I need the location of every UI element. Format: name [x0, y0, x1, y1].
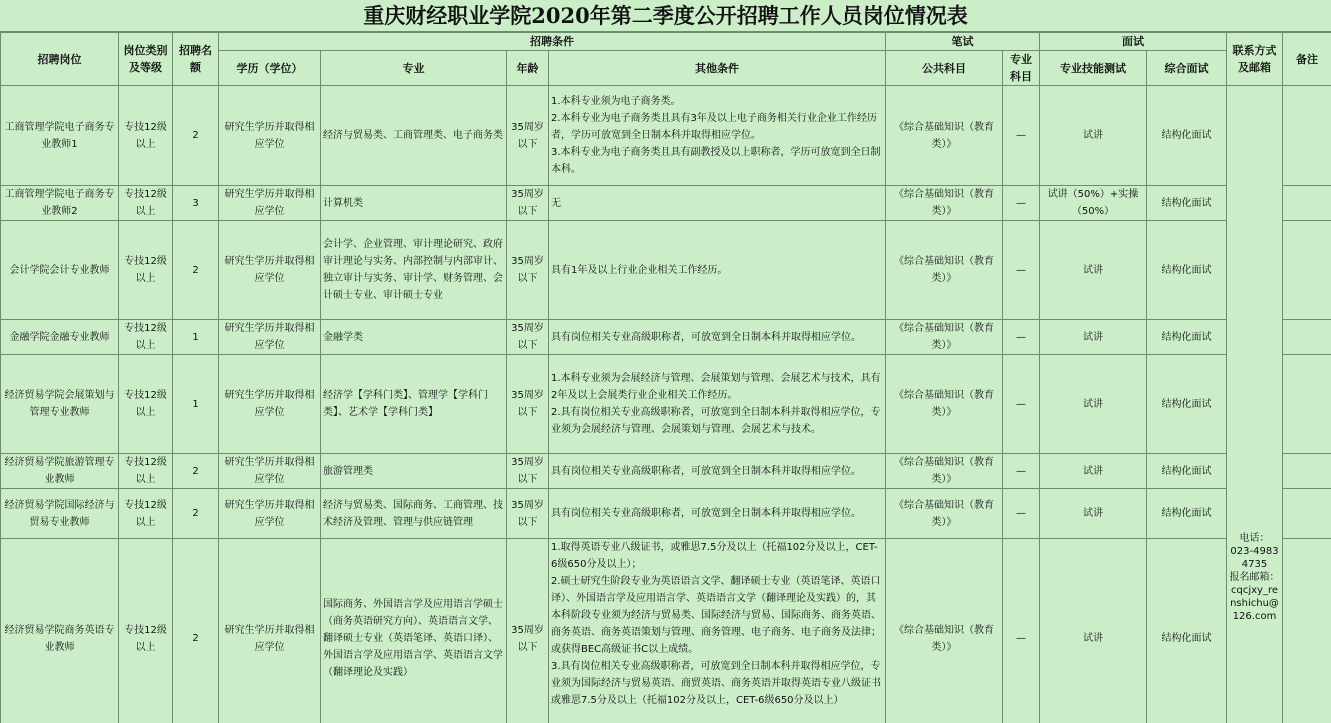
cell-age[interactable]: 35周岁以下 — [507, 186, 549, 221]
cell-position[interactable]: 经济贸易学院商务英语专业教师 — [1, 539, 119, 723]
cell-remarks[interactable] — [1283, 539, 1331, 723]
cell-age[interactable]: 35周岁以下 — [507, 221, 549, 320]
cell-position[interactable]: 会计学院会计专业教师 — [1, 221, 119, 320]
cell-category[interactable]: 专技12级以上 — [119, 539, 173, 723]
table-row — [1, 186, 1331, 221]
cell-public-subject[interactable]: 《综合基础知识（教育类）》 — [886, 355, 1003, 454]
cell-education[interactable]: 研究生学历并取得相应学位 — [219, 454, 321, 489]
cell-public-subject[interactable]: 《综合基础知识（教育类）》 — [886, 320, 1003, 355]
cell-major[interactable]: 经济与贸易类、工商管理类、电子商务类 — [321, 86, 507, 186]
cell-position[interactable]: 经济贸易学院会展策划与管理专业教师 — [1, 355, 119, 454]
cell-education[interactable]: 研究生学历并取得相应学位 — [219, 355, 321, 454]
header-remarks: 备注 — [1283, 33, 1331, 86]
cell-skill-test[interactable]: 试讲 — [1040, 221, 1147, 320]
cell-skill-test[interactable]: 试讲 — [1040, 355, 1147, 454]
cell-other[interactable]: 1.本科专业须为会展经济与管理、会展策划与管理、会展艺术与技术，具有2年及以上会展类行业企业相关工作经历。 2.具有岗位相关专业高级职称者，可放宽到全日制本科并取得相应学位，专业须为会展经济与管理、会展策划与管理、会展艺术与技术。 — [549, 355, 886, 454]
cell-general-interview[interactable]: 结构化面试 — [1147, 454, 1227, 489]
cell-remarks[interactable] — [1283, 221, 1331, 320]
cell-education[interactable]: 研究生学历并取得相应学位 — [219, 186, 321, 221]
cell-contact[interactable] — [1227, 86, 1283, 723]
cell-category[interactable]: 专技12级以上 — [119, 186, 173, 221]
job-table — [0, 32, 1331, 723]
cell-education[interactable]: 研究生学历并取得相应学位 — [219, 320, 321, 355]
cell-major-subject[interactable]: — — [1003, 221, 1040, 320]
cell-general-interview[interactable]: 结构化面试 — [1147, 355, 1227, 454]
header-quota: 招聘名额 — [173, 33, 219, 86]
header-skill-test: 专业技能测试 — [1040, 51, 1147, 86]
table-row — [1, 320, 1331, 355]
header-interview: 面试 — [1040, 33, 1227, 51]
cell-major[interactable]: 经济学【学科门类】、管理学【学科门类】、艺术学【学科门类】 — [321, 355, 507, 454]
cell-general-interview[interactable]: 结构化面试 — [1147, 186, 1227, 221]
cell-quota[interactable]: 1 — [173, 355, 219, 454]
cell-other[interactable]: 1.取得英语专业八级证书，或雅思7.5分及以上（托福102分及以上，CET-6级650分及以上）； 2.硕士研究生阶段专业为英语语言文学、翻译硕士专业（英语笔译、英语口译）、外国语言学及应用语言学、英语语言文学（翻译理论及实践）的，其本科阶段专业须为经济与贸易类、国际经济与贸易、国际商务、商务英语、商务英语、商务英语策划与管理、商务管理、电子商务、电子商务及法律；或获得BEC高级证书C以上成绩。 3.具有岗位相关专业高级职称者，可放宽到全日制本科并取得相应学位，专业须为国际经济与贸易英语、商贸英语、商务英语并取得英语专业八级证书或雅思7.5分及以上（托福102分及以上，CET-6级650分及以上） — [549, 539, 886, 723]
contact-email: cqcjxy_renshichu@126.com — [1230, 584, 1279, 622]
cell-skill-test[interactable]: 试讲（50%）+实操（50%） — [1040, 186, 1147, 221]
cell-remarks[interactable] — [1283, 86, 1331, 186]
table-row — [1, 489, 1331, 539]
cell-category[interactable]: 专技12级以上 — [119, 221, 173, 320]
cell-quota[interactable]: 2 — [173, 86, 219, 186]
table-row — [1, 355, 1331, 454]
cell-remarks[interactable] — [1283, 355, 1331, 454]
cell-category[interactable]: 专技12级以上 — [119, 489, 173, 539]
header-general-interview: 综合面试 — [1147, 51, 1227, 86]
header-education: 学历（学位） — [219, 51, 321, 86]
cell-major-subject[interactable]: — — [1003, 539, 1040, 723]
cell-remarks[interactable] — [1283, 320, 1331, 355]
cell-general-interview[interactable]: 结构化面试 — [1147, 489, 1227, 539]
cell-age[interactable]: 35周岁以下 — [507, 86, 549, 186]
cell-public-subject[interactable]: 《综合基础知识（教育类）》 — [886, 539, 1003, 723]
table-row — [1, 454, 1331, 489]
cell-major-subject[interactable]: — — [1003, 489, 1040, 539]
cell-major[interactable]: 计算机类 — [321, 186, 507, 221]
cell-public-subject[interactable]: 《综合基础知识（教育类）》 — [886, 221, 1003, 320]
cell-age[interactable]: 35周岁以下 — [507, 539, 549, 723]
header-age: 年龄 — [507, 51, 549, 86]
cell-education[interactable]: 研究生学历并取得相应学位 — [219, 86, 321, 186]
cell-remarks[interactable] — [1283, 186, 1331, 221]
cell-remarks[interactable] — [1283, 454, 1331, 489]
cell-skill-test[interactable]: 试讲 — [1040, 539, 1147, 723]
cell-age[interactable]: 35周岁以下 — [507, 454, 549, 489]
cell-age[interactable]: 35周岁以下 — [507, 355, 549, 454]
cell-education[interactable]: 研究生学历并取得相应学位 — [219, 489, 321, 539]
cell-position[interactable]: 工商管理学院电子商务专业教师1 — [1, 86, 119, 186]
cell-other[interactable]: 具有岗位相关专业高级职称者，可放宽到全日制本科并取得相应学位。 — [549, 489, 886, 539]
cell-other[interactable]: 具有1年及以上行业企业相关工作经历。 — [549, 221, 886, 320]
header-conditions: 招聘条件 — [219, 33, 886, 51]
cell-skill-test[interactable]: 试讲 — [1040, 489, 1147, 539]
cell-public-subject[interactable]: 《综合基础知识（教育类）》 — [886, 86, 1003, 186]
header-other: 其他条件 — [549, 51, 886, 86]
contact-phone-label: 电话： — [1239, 532, 1270, 544]
header-contact: 联系方式及邮箱 — [1227, 33, 1283, 86]
cell-quota[interactable]: 1 — [173, 320, 219, 355]
cell-other[interactable]: 具有岗位相关专业高级职称者，可放宽到全日制本科并取得相应学位。 — [549, 454, 886, 489]
cell-major-subject[interactable]: — — [1003, 355, 1040, 454]
cell-major[interactable]: 经济与贸易类、国际商务、工商管理、技术经济及管理、管理与供应链管理 — [321, 489, 507, 539]
cell-position[interactable]: 金融学院金融专业教师 — [1, 320, 119, 355]
cell-major[interactable]: 会计学、企业管理、审计理论研究、政府审计理论与实务、内部控制与内部审计、独立审计与实务、审计学、财务管理、会计硕士专业、审计硕士专业 — [321, 221, 507, 320]
cell-category[interactable]: 专技12级以上 — [119, 320, 173, 355]
cell-education[interactable]: 研究生学历并取得相应学位 — [219, 539, 321, 723]
cell-position[interactable]: 经济贸易学院旅游管理专业教师 — [1, 454, 119, 489]
cell-general-interview[interactable]: 结构化面试 — [1147, 320, 1227, 355]
cell-age[interactable]: 35周岁以下 — [507, 489, 549, 539]
cell-skill-test[interactable]: 试讲 — [1040, 86, 1147, 186]
cell-quota[interactable]: 3 — [173, 186, 219, 221]
cell-position[interactable]: 经济贸易学院国际经济与贸易专业教师 — [1, 489, 119, 539]
header-written: 笔试 — [886, 33, 1040, 51]
page-title: 重庆财经职业学院2020年第二季度公开招聘工作人员岗位情况表 — [0, 0, 1331, 32]
cell-category[interactable]: 专技12级以上 — [119, 86, 173, 186]
cell-category[interactable]: 专技12级以上 — [119, 454, 173, 489]
header-public-subject: 公共科目 — [886, 51, 1003, 86]
header-category: 岗位类别及等级 — [119, 33, 173, 86]
cell-age[interactable]: 35周岁以下 — [507, 320, 549, 355]
cell-public-subject[interactable]: 《综合基础知识（教育类）》 — [886, 186, 1003, 221]
cell-quota[interactable]: 2 — [173, 489, 219, 539]
cell-other[interactable]: 无 — [549, 186, 886, 221]
cell-major-subject[interactable]: — — [1003, 320, 1040, 355]
table-row — [1, 221, 1331, 320]
contact-phone: 023-49834735 — [1230, 545, 1279, 570]
cell-other[interactable]: 具有岗位相关专业高级职称者，可放宽到全日制本科并取得相应学位。 — [549, 320, 886, 355]
cell-major[interactable]: 国际商务、外国语言学及应用语言学硕士（商务英语研究方向）、英语语言文学、翻译硕士专业（英语笔译、英语口译）、外国语言学及应用语言学、英语语言文学（翻译理论及实践） — [321, 539, 507, 723]
cell-position[interactable]: 工商管理学院电子商务专业教师2 — [1, 186, 119, 221]
cell-major[interactable]: 旅游管理类 — [321, 454, 507, 489]
cell-major-subject[interactable]: — — [1003, 86, 1040, 186]
cell-skill-test[interactable]: 试讲 — [1040, 320, 1147, 355]
cell-quota[interactable]: 2 — [173, 539, 219, 723]
cell-category[interactable]: 专技12级以上 — [119, 355, 173, 454]
cell-public-subject[interactable]: 《综合基础知识（教育类）》 — [886, 489, 1003, 539]
cell-general-interview[interactable]: 结构化面试 — [1147, 86, 1227, 186]
contact-email-label: 报名邮箱： — [1229, 571, 1280, 583]
cell-remarks[interactable] — [1283, 489, 1331, 539]
table-row — [1, 539, 1331, 723]
header-position: 招聘岗位 — [1, 33, 119, 86]
header-major: 专业 — [321, 51, 507, 86]
cell-education[interactable]: 研究生学历并取得相应学位 — [219, 221, 321, 320]
cell-other[interactable]: 1.本科专业须为电子商务类。 2.本科专业为电子商务类且具有3年及以上电子商务相关行业企业工作经历者，学历可放宽到全日制本科并取得相应学位。 3.本科专业为电子商务类且具有副教授及以上职称者，学历可放宽到全日制本科。 — [549, 86, 886, 186]
cell-quota[interactable]: 2 — [173, 454, 219, 489]
header-major-subject: 专业科目 — [1003, 51, 1040, 86]
cell-public-subject[interactable]: 《综合基础知识（教育类）》 — [886, 454, 1003, 489]
cell-major-subject[interactable]: — — [1003, 186, 1040, 221]
cell-major-subject[interactable]: — — [1003, 454, 1040, 489]
table-row — [1, 86, 1331, 186]
cell-major[interactable]: 金融学类 — [321, 320, 507, 355]
cell-skill-test[interactable]: 试讲 — [1040, 454, 1147, 489]
cell-general-interview[interactable]: 结构化面试 — [1147, 221, 1227, 320]
cell-general-interview[interactable]: 结构化面试 — [1147, 539, 1227, 723]
cell-quota[interactable]: 2 — [173, 221, 219, 320]
